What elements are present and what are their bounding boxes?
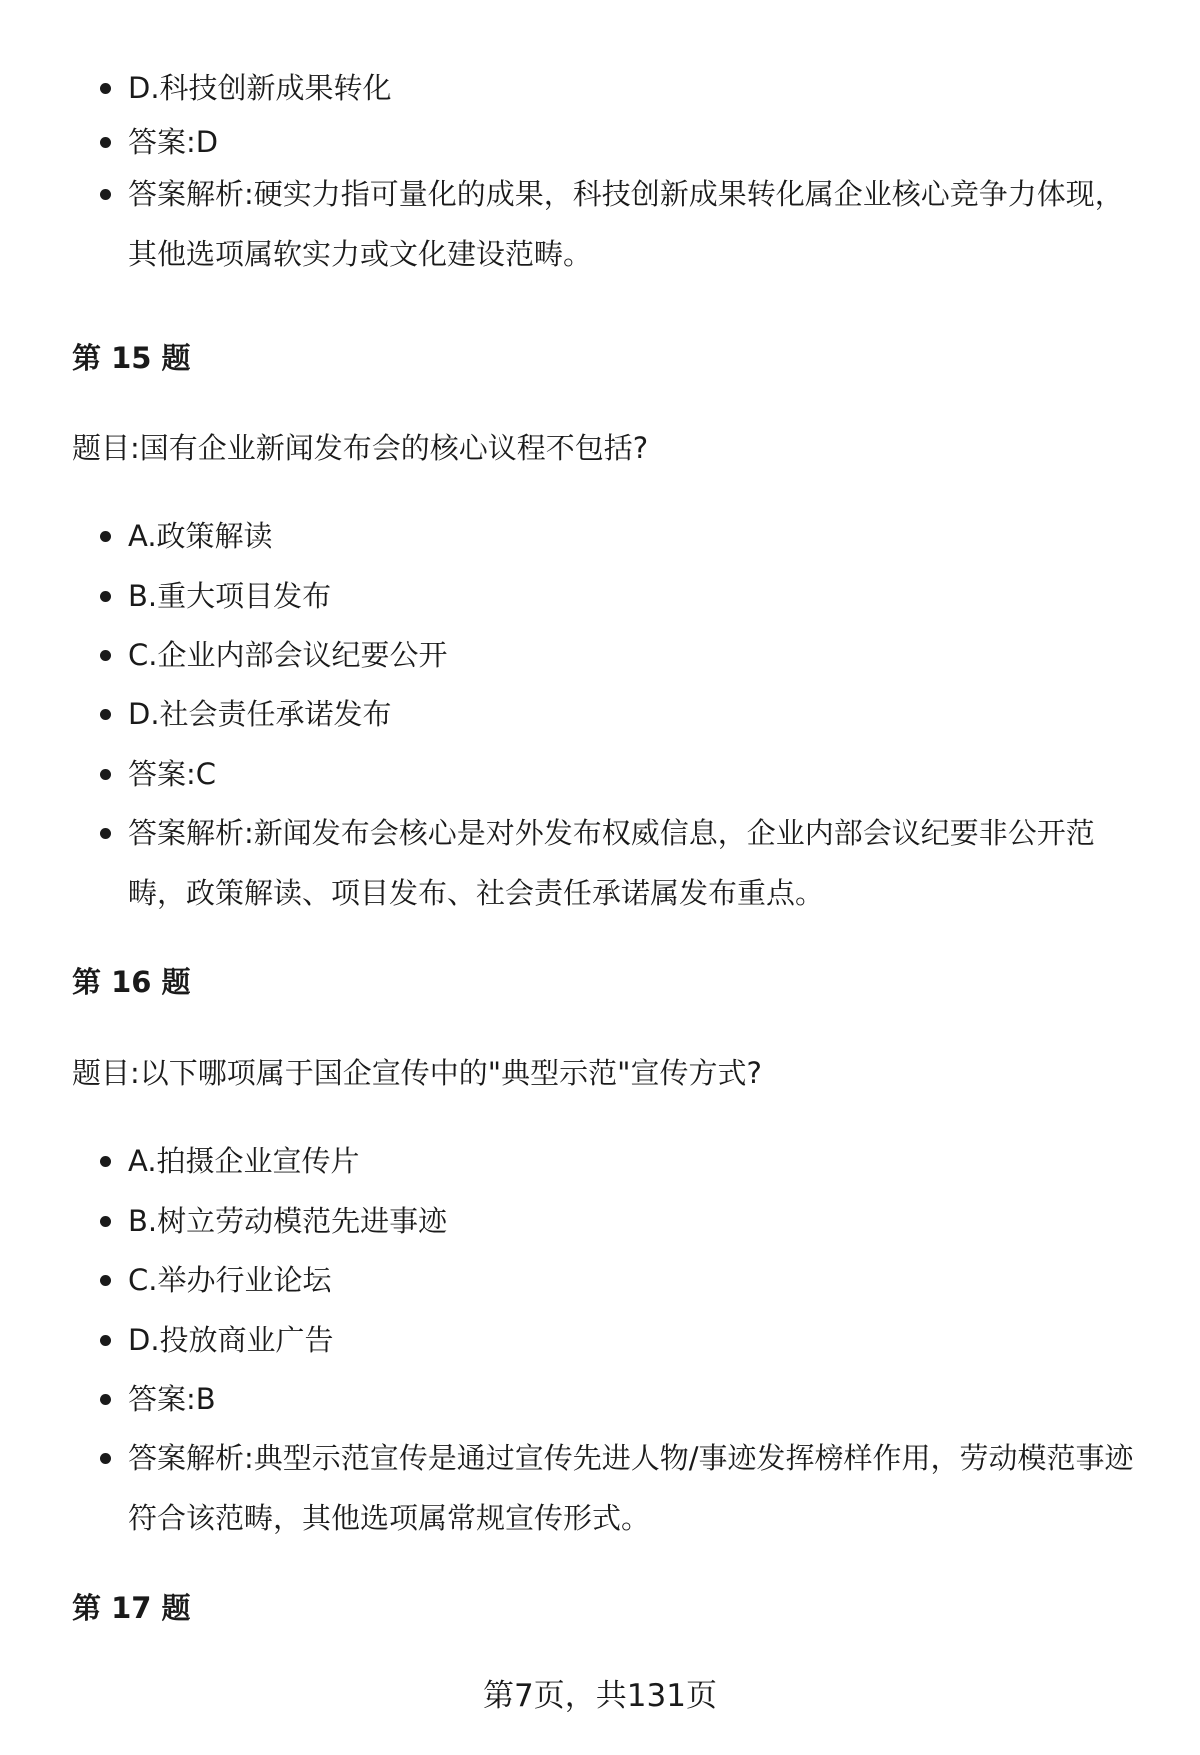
list-item [128,1131,1138,1191]
bullet-icon [100,1156,111,1167]
option-text: B.树立劳动模范先进事迹 [128,1204,448,1238]
list-item [128,1310,1138,1370]
option-text: A.拍摄企业宣传片 [128,1144,360,1178]
bullet-icon [100,769,111,780]
list-item [128,506,1138,566]
list-item [128,625,1138,685]
explanation-text: 答案解析:典型示范宣传是通过宣传先进人物/事迹发挥榜样作用，劳动模范事迹符合该范畴，其他选项属常规宣传形式。 [128,1441,1134,1535]
bullet-icon [100,83,111,94]
bullet-icon [100,1335,111,1346]
answer-text: 答案:D [128,125,219,159]
page-footer: 第7页，共131页 [483,1678,717,1714]
option-text: B.重大项目发布 [128,579,332,613]
bullet-icon [100,531,111,542]
question-heading: 第 16 题 [72,965,191,999]
bullet-icon [100,650,111,661]
list-item [128,164,1138,284]
option-text: C.企业内部会议纪要公开 [128,638,448,672]
list-item [128,684,1138,744]
list-item [128,566,1138,626]
question-text: 题目:国有企业新闻发布会的核心议程不包括? [72,431,649,465]
list-item [128,744,1138,804]
option-text: D.投放商业广告 [128,1323,334,1357]
bullet-icon [100,1216,111,1227]
list-item [128,1428,1138,1548]
bullet-icon [100,1394,111,1405]
list-item [128,1369,1138,1429]
answer-text: 答案:C [128,757,217,791]
option-text: A.政策解读 [128,519,273,553]
bullet-icon [100,828,111,839]
answer-text: 答案:B [128,1382,216,1416]
question-heading: 第 15 题 [72,341,191,375]
explanation-text: 答案解析:新闻发布会核心是对外发布权威信息，企业内部会议纪要非公开范畴，政策解读、项目发布、社会责任承诺属发布重点。 [128,816,1095,910]
option-text: C.举办行业论坛 [128,1263,332,1297]
list-item [128,803,1138,923]
explanation-text: 答案解析:硬实力指可量化的成果，科技创新成果转化属企业核心竞争力体现，其他选项属软实力或文化建设范畴。 [128,177,1124,271]
bullet-icon [100,1275,111,1286]
bullet-icon [100,709,111,720]
bullet-icon [100,591,111,602]
list-item [128,1191,1138,1251]
option-text: D.科技创新成果转化 [128,71,392,105]
question-text: 题目:以下哪项属于国企宣传中的"典型示范"宣传方式? [72,1056,762,1090]
list-item [128,58,1138,118]
list-item [128,1250,1138,1310]
bullet-icon [100,137,111,148]
list-item [128,112,1138,172]
question-heading: 第 17 题 [72,1591,191,1625]
bullet-icon [100,189,111,200]
bullet-icon [100,1453,111,1464]
option-text: D.社会责任承诺发布 [128,697,392,731]
